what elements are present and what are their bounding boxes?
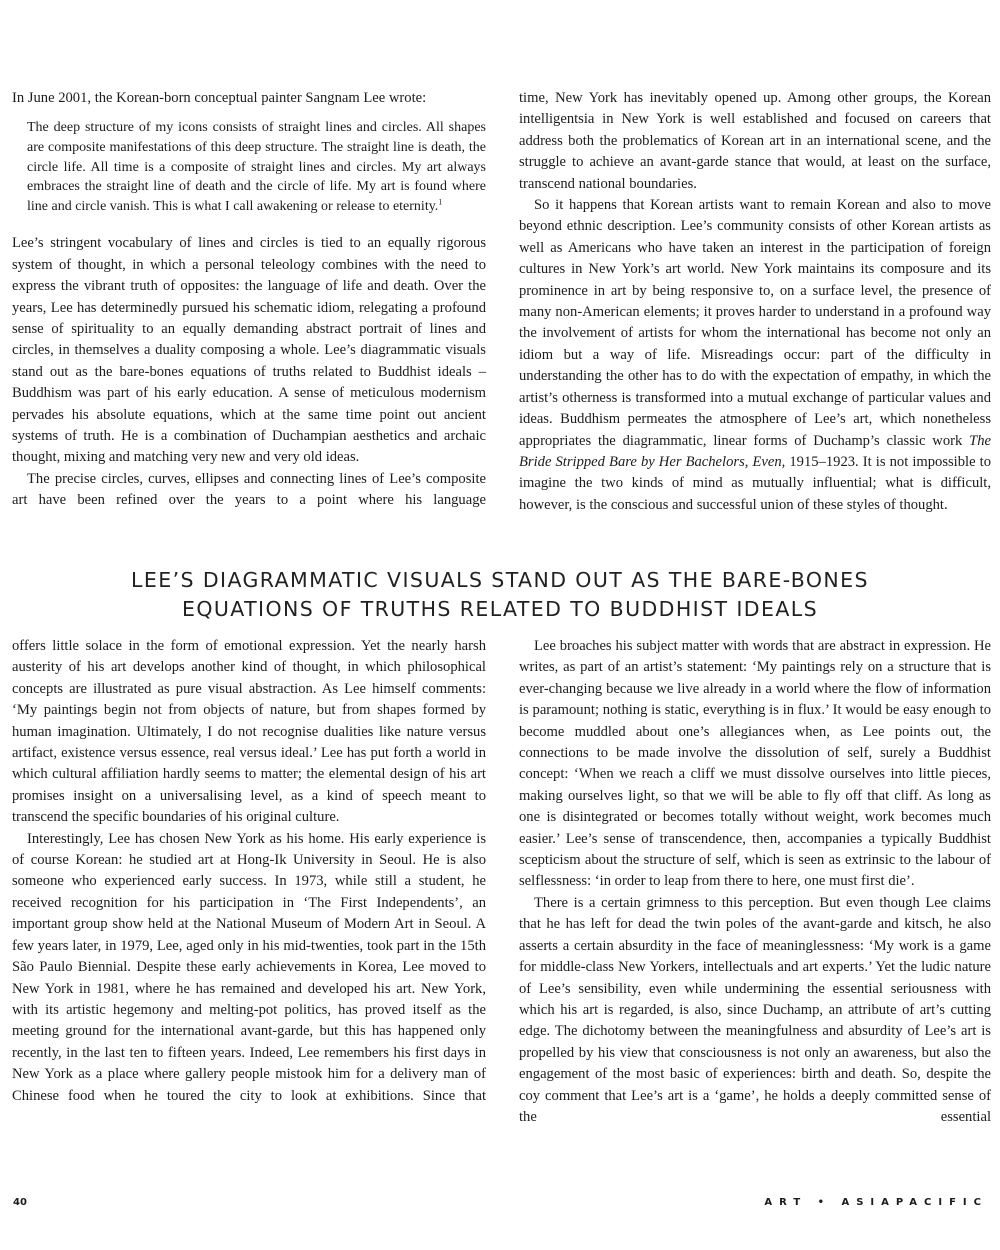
- paragraph: Interestingly, Lee has chosen New York as his home. His early experience is of course Korean: he studied art at Hong-Ik University in Seoul. He is also someone who experienced early success. In 1973, while still a student, he received recognition for his participation in ‘The First Independents’, an important group show held at the National Museum of Modern Art in Seoul. A few years later, in 1979, Lee, aged only in his mid-twenties, took part in the 15th São Paulo Biennial. Despite these early achievements in Korea, Lee moved to New York in 1981, where he has remained and developed his art. New York, with its artistic hegemony and melting-pot politics, has proved itself as the meeting ground for the international avant-garde, but this has happened only recently, in the last ten to fifteen years. Indeed, Lee remembers his first days in New York as a place where gallery people mistook him for a delivery man of Chinese food when he toured the city to look at exhibitions. Since that: [12, 830, 486, 1104]
- pull-quote-line: EQUATIONS OF TRUTHS RELATED TO BUDDHIST IDEALS: [181, 597, 819, 621]
- paragraph: time, New York has inevitably opened up. Among other groups, the Korean intelligentsia in New York is well established and focused on careers that address both the problematics of Korean art in an international scene, and the struggle to achieve an avant-garde stance that would, at least on the surface, transcend national boundaries.: [519, 90, 991, 192]
- quote-text: The deep structure of my icons consists of straight lines and circles. All shapes are composite manifestations of this deep structure. The straight line is death, the circle life. All time is a composite of straight lines and circles. My art always embraces the straight line of death and the circle of life. My art is found where line and circle vanish. This is what I call awakening or release to eternity.: [27, 120, 486, 214]
- column-left-bottom: [12, 636, 486, 1107]
- paragraph: offers little solace in the form of emotional expression. Yet the nearly harsh austerity of his art develops another kind of thought, in which philosophical concepts are illustrated as pure visual abstraction. As Lee himself comments: ‘My paintings begin not from objects of nature, but from shapes formed by human imagination. Ultimately, I do not recognise dualities like nature versus artifact, existence versus essence, real versus ideal.’ Lee has put forth a world in which cultural affiliation hardly seems to matter; the elemental design of his art promises insight on a universalising level, as a kind of speech meant to transcend the specific boundaries of his original culture.: [12, 638, 486, 826]
- intro-line: In June 2001, the Korean-born conceptual painter Sangnam Lee wrote:: [12, 90, 427, 106]
- pull-quote-line: LEE’S DIAGRAMMATIC VISUALS STAND OUT AS THE BARE-BONES: [131, 568, 869, 592]
- footnote-marker: 1: [438, 197, 443, 207]
- paragraph: The precise circles, curves, ellipses and connecting lines of Lee’s composite art have been refined over the years to a point where his language: [12, 470, 486, 509]
- magazine-name: ART • ASIAPACIFIC: [764, 1197, 988, 1208]
- paragraph-text: , 1915–1923. It is not impossible to imagine the two kinds of mind as mutually influential; what is difficult, however, is the conscious and successful union of these styles of thought.: [519, 453, 991, 513]
- artist-quote: [27, 118, 486, 216]
- artwork-title: The Bride Stripped Bare by Her Bachelors, Even: [519, 432, 992, 470]
- column-left-top: [12, 88, 486, 512]
- paragraph: Lee’s stringent vocabulary of lines and circles is tied to an equally rigorous system of thought, in which a personal teleology combines with the need to express the vibrant truth of opposites: the language of life and death. Over the years, Lee has determinedly pursued his schematic idiom, relegating a profound sense of spirituality to an equally demanding abstract portrait of lines and circles, in themselves a duality composing a whole. Lee’s diagrammatic visuals stand out as the bare-bones equations of truths related to Buddhist ideals – Buddhism was part of his early education. A sense of meticulous modernism pervades his absolute equations, which at the same time point out ancient systems of truth. He is a combination of Duchampian aesthetics and archaic thought, mixing and matching very new and very old ideas.: [12, 235, 486, 466]
- column-right-bottom: [519, 636, 991, 1128]
- page-number: 40: [13, 1197, 27, 1208]
- column-right-top: [519, 88, 991, 516]
- paragraph-text: So it happens that Korean artists want to remain Korean and also to move beyond ethnic description. Lee’s community consists of other Korean artists as well as Americans who have taken an interest in the participation of foreign cultures in New York’s art world. New York maintains its composure and its prominence in art by being responsive to, on a surface level, the presence of many non-American elements; it proves harder to understand in a profound way the involvement of artists for whom the international has become not only an idiom but a way of life. Misreadings occur: part of the difficulty in understanding the other has to do with the expectation of empathy, in which the artist’s otherness is transformed into a mutual exchange of particular values and ideas. Buddhism permeates the atmosphere of Lee’s art, which nonetheless appropriates the diagrammatic, linear forms of Duchamp’s classic work: [519, 197, 991, 449]
- paragraph: There is a certain grimness to this perception. But even though Lee claims that he has left for dead the twin poles of the avant-garde and kitsch, he also asserts a certain absurdity in the face of meaninglessness: ‘My work is a game for middle-class New Yorkers, intellectuals and art experts.’ Yet the ludic nature of Lee’s sensibility, even while undermining the essential seriousness with which his art is regarded, is also, since Duchamp, an attribute of art’s cutting edge. The dichotomy between the meaningfulness and absurdity of Lee’s art is propelled by his view that consciousness is not only an awareness, but also the engagement of the most basic of experiences: birth and death. So, despite the coy comment that Lee’s art is a ‘game’, he holds a deeply committed sense of the essential: [519, 894, 991, 1125]
- paragraph: Lee broaches his subject matter with words that are abstract in expression. He writes, as part of an artist’s statement: ‘My paintings rely on a structure that is ever-changing because we live already in a world where the flow of information is paramount; nothing is static, everything is in flux.’ It would be easy enough to become muddled about one’s allegiances when, as Lee points out, the connections to be made involve the dissolution of self, surely a Buddhist concept: ‘When we reach a cliff we must dissolve ourselves into little pieces, making ourselves light, so that we will be able to fly off that cliff. As long as one is disintegrated or becomes totally without weight, work becomes much easier.’ Lee’s sense of transcendence, then, accompanies a typically Buddhist scepticism about the structure of self, which is seen as extrinsic to the labour of selflessness: ‘in order to leap from there to here, one must first die’.: [519, 638, 991, 890]
- pull-quote: [0, 566, 1000, 624]
- paragraph: [519, 195, 991, 516]
